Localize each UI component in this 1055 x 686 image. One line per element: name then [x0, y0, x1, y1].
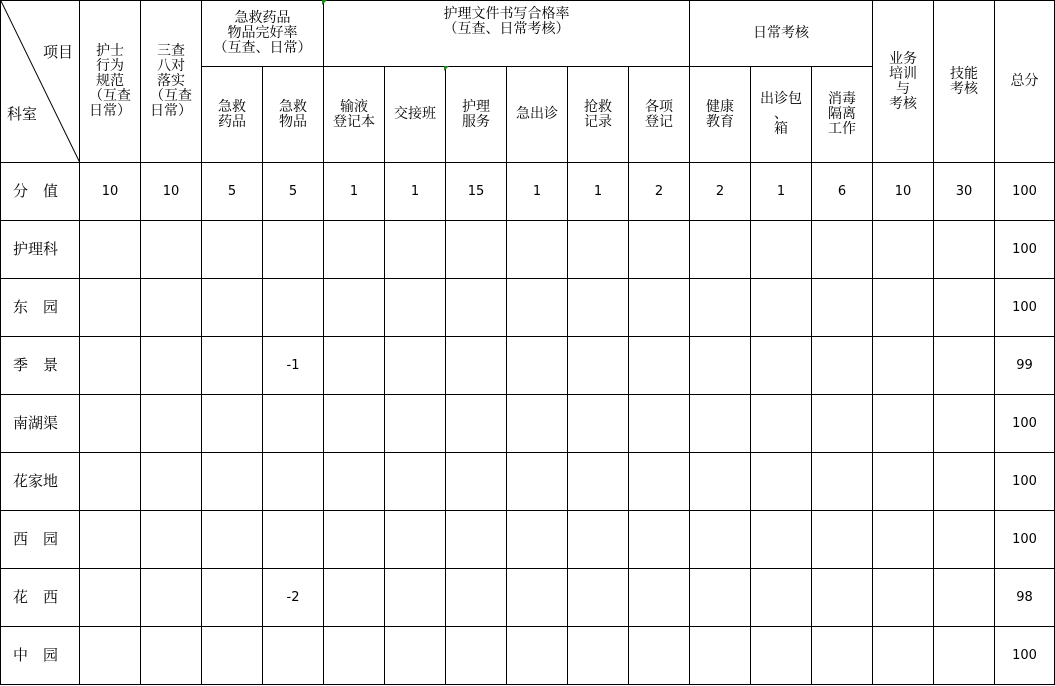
table-cell: [934, 337, 995, 395]
table-cell: [751, 453, 812, 511]
table-cell: [324, 279, 385, 337]
score-value: 6: [812, 163, 873, 221]
sub-header-emergency: 急出诊: [507, 67, 568, 163]
table-cell: [324, 569, 385, 627]
table-cell: [568, 279, 629, 337]
table-cell: [446, 221, 507, 279]
table-cell: [690, 221, 751, 279]
table-cell: [446, 453, 507, 511]
table-cell: [263, 511, 324, 569]
dept-name: 花家地: [1, 453, 80, 511]
score-total: 100: [995, 163, 1055, 221]
table-cell: [80, 511, 141, 569]
table-cell: [873, 511, 934, 569]
score-value: 1: [568, 163, 629, 221]
col-header-training: 业务 培训 与 考核: [873, 1, 934, 163]
table-cell: [934, 511, 995, 569]
table-cell: [324, 221, 385, 279]
sub-header-rescue: 抢救 记录: [568, 67, 629, 163]
dept-name: 季 景: [1, 337, 80, 395]
group-header-drugs: 急救药品 物品完好率 （互查、日常）: [202, 1, 324, 67]
table-cell: [141, 395, 202, 453]
table-cell: [812, 279, 873, 337]
table-cell: [202, 221, 263, 279]
table-cell: [141, 569, 202, 627]
diagonal-line: [1, 1, 80, 163]
dept-name: 护理科: [1, 221, 80, 279]
table-cell: -2: [263, 569, 324, 627]
col-header-behavior: 护士 行为 规范 （互查 日常）: [80, 1, 141, 163]
dept-name: 中 园: [1, 627, 80, 685]
table-cell: [812, 337, 873, 395]
cell-marker: [444, 66, 449, 71]
table-cell: [446, 569, 507, 627]
table-cell: [629, 279, 690, 337]
table-cell: [568, 511, 629, 569]
table-cell: [934, 569, 995, 627]
header-row-1: [1, 1, 1055, 67]
table-cell: [812, 627, 873, 685]
table-cell: [446, 279, 507, 337]
table-cell: [751, 221, 812, 279]
col-header-total: 总分: [995, 1, 1055, 163]
table-cell: [934, 221, 995, 279]
table-cell: [80, 337, 141, 395]
table-cell: [141, 337, 202, 395]
table-cell: [80, 569, 141, 627]
table-cell: [263, 453, 324, 511]
table-cell: [507, 453, 568, 511]
table-cell: [324, 337, 385, 395]
table-cell: [629, 627, 690, 685]
score-value: 1: [507, 163, 568, 221]
table-cell: [873, 395, 934, 453]
table-cell: [873, 279, 934, 337]
col-header-skill: 技能 考核: [934, 1, 995, 163]
table-cell: [568, 337, 629, 395]
table-cell: [385, 221, 446, 279]
table-cell: [751, 569, 812, 627]
score-value: 30: [934, 163, 995, 221]
table-cell: [507, 221, 568, 279]
table-cell: [751, 511, 812, 569]
group-header-docs: 护理文件书写合格率 （互查、日常考核）: [324, 1, 690, 67]
table-cell: [690, 511, 751, 569]
table-cell: [812, 395, 873, 453]
sub-header-registers: 各项 登记: [629, 67, 690, 163]
table-row: [1, 279, 1055, 337]
cell-marker: [322, 0, 327, 5]
sub-header-items: 急救 物品: [263, 67, 324, 163]
table-cell: [141, 221, 202, 279]
dept-name: 花 西: [1, 569, 80, 627]
table-cell: [690, 395, 751, 453]
table-cell: [446, 395, 507, 453]
table-cell: [751, 279, 812, 337]
dept-rows: [1, 221, 1055, 685]
table-cell: [873, 627, 934, 685]
table-cell: [507, 569, 568, 627]
sub-header-bag: 出诊包 、 箱: [751, 67, 812, 163]
score-value: 10: [873, 163, 934, 221]
sub-header-drugs: 急救 药品: [202, 67, 263, 163]
table-cell: [507, 337, 568, 395]
table-cell: [324, 453, 385, 511]
table-cell: [202, 627, 263, 685]
row-total: 98: [995, 569, 1055, 627]
table-cell: [568, 569, 629, 627]
table-cell: [690, 569, 751, 627]
table-cell: [263, 395, 324, 453]
table-cell: [751, 395, 812, 453]
table-cell: [263, 279, 324, 337]
corner-cell: [1, 1, 80, 163]
table-cell: [568, 453, 629, 511]
dept-name: 西 园: [1, 511, 80, 569]
table-cell: [934, 279, 995, 337]
table-cell: [751, 337, 812, 395]
table-cell: [934, 627, 995, 685]
score-value: 15: [446, 163, 507, 221]
table-cell: [141, 453, 202, 511]
table-cell: [568, 395, 629, 453]
table-cell: [80, 395, 141, 453]
table-cell: [873, 569, 934, 627]
table-cell: [690, 279, 751, 337]
dept-name: 东 园: [1, 279, 80, 337]
table-cell: [690, 337, 751, 395]
table-cell: [80, 279, 141, 337]
table-cell: [385, 627, 446, 685]
row-total: 100: [995, 627, 1055, 685]
table-cell: [385, 453, 446, 511]
table-cell: [324, 511, 385, 569]
score-value: 1: [751, 163, 812, 221]
table-cell: [812, 511, 873, 569]
table-cell: [690, 453, 751, 511]
table-cell: [690, 627, 751, 685]
table-cell: [629, 511, 690, 569]
table-row: [1, 453, 1055, 511]
score-value: 5: [263, 163, 324, 221]
table-cell: [446, 627, 507, 685]
table-cell: [385, 569, 446, 627]
table-cell: [568, 627, 629, 685]
table-cell: [263, 627, 324, 685]
table-cell: [80, 221, 141, 279]
table-cell: [873, 337, 934, 395]
row-total: 100: [995, 453, 1055, 511]
table-cell: [202, 453, 263, 511]
score-value: 2: [629, 163, 690, 221]
corner-dept-label: 科室: [7, 105, 38, 123]
table-cell: [629, 221, 690, 279]
sub-header-health-edu: 健康 教育: [690, 67, 751, 163]
row-total: 100: [995, 221, 1055, 279]
table-row: [1, 337, 1055, 395]
score-value: 1: [385, 163, 446, 221]
table-cell: [202, 395, 263, 453]
table-row: [1, 221, 1055, 279]
dept-name: 南湖渠: [1, 395, 80, 453]
table-cell: [446, 337, 507, 395]
group-header-daily: 日常考核: [690, 1, 873, 67]
table-cell: [873, 453, 934, 511]
sub-header-disinfection: 消毒 隔离 工作: [812, 67, 873, 163]
table-cell: [385, 279, 446, 337]
table-cell: [629, 395, 690, 453]
table-row: [1, 511, 1055, 569]
table-cell: [934, 453, 995, 511]
score-value: 2: [690, 163, 751, 221]
table-cell: [507, 279, 568, 337]
table-row: [1, 569, 1055, 627]
table-cell: [141, 279, 202, 337]
table-cell: [446, 511, 507, 569]
table-cell: [80, 453, 141, 511]
table-cell: [385, 511, 446, 569]
table-cell: [507, 511, 568, 569]
score-value: 10: [141, 163, 202, 221]
score-value: 10: [80, 163, 141, 221]
table-cell: [507, 627, 568, 685]
table-cell: [873, 221, 934, 279]
score-row: [1, 163, 1055, 221]
table-cell: [751, 627, 812, 685]
table-cell: -1: [263, 337, 324, 395]
score-value: 1: [324, 163, 385, 221]
corner-item-label: 项目: [42, 43, 73, 61]
table-cell: [263, 221, 324, 279]
table-cell: [812, 221, 873, 279]
table-cell: [202, 569, 263, 627]
table-cell: [629, 453, 690, 511]
score-value: 5: [202, 163, 263, 221]
table-cell: [385, 337, 446, 395]
table-cell: [324, 395, 385, 453]
sub-header-infusion: 输液 登记本: [324, 67, 385, 163]
sub-header-nursing-service: 护理 服务: [446, 67, 507, 163]
table-cell: [507, 395, 568, 453]
row-total: 99: [995, 337, 1055, 395]
table-cell: [812, 453, 873, 511]
table-cell: [202, 279, 263, 337]
table-cell: [80, 627, 141, 685]
table-cell: [629, 569, 690, 627]
table-cell: [934, 395, 995, 453]
table-cell: [812, 569, 873, 627]
col-header-checks: 三查 八对 落实 （互查 日常）: [141, 1, 202, 163]
table-cell: [629, 337, 690, 395]
table-cell: [202, 337, 263, 395]
table-cell: [202, 511, 263, 569]
table-cell: [141, 511, 202, 569]
table-row: [1, 627, 1055, 685]
row-total: 100: [995, 279, 1055, 337]
table-cell: [568, 221, 629, 279]
table-row: [1, 395, 1055, 453]
table-cell: [324, 627, 385, 685]
table-cell: [141, 627, 202, 685]
table-cell: [385, 395, 446, 453]
row-total: 100: [995, 511, 1055, 569]
row-total: 100: [995, 395, 1055, 453]
sub-header-handover: 交接班: [385, 67, 446, 163]
score-row-label: 分 值: [1, 163, 80, 221]
